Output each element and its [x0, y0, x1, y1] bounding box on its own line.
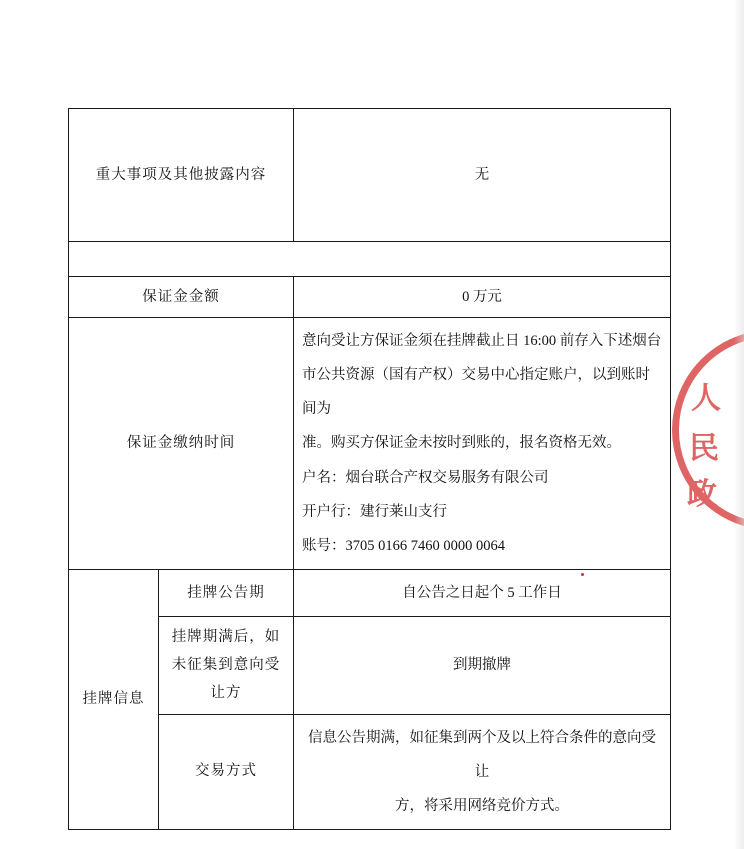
seal-char-3: 政: [687, 478, 719, 511]
deposit-time-label: 保证金缴纳时间: [69, 318, 294, 569]
disclosure-table: [68, 108, 671, 830]
trade-method-line-1: 信息公告期满，如征集到两个及以上符合条件的意向受让: [308, 729, 656, 780]
listing-item-label-2: 交易方式: [159, 714, 294, 829]
listing-item-value-2: [294, 714, 671, 829]
deposit-time-line-4: 户名：烟台联合产权交易服务有限公司: [302, 469, 549, 486]
seal-char-1: 人: [691, 382, 723, 415]
deposit-time-value: [294, 318, 671, 569]
deposit-time-line-3: 准。购买方保证金未按时到账的，报名资格无效。: [302, 435, 621, 452]
table-row-listing-expiry: [69, 616, 671, 714]
deposit-amount-value: 0 万元: [294, 277, 671, 318]
table-row-deposit-time: [69, 318, 671, 569]
deposit-time-line-1: 意向受让方保证金须在挂牌截止日 16:00 前存入下述烟台: [302, 333, 662, 350]
table-row-spacer: [69, 242, 671, 277]
major-matters-label: 重大事项及其他披露内容: [69, 109, 294, 242]
listing-item-value-1: 到期撤牌: [294, 616, 671, 714]
table-row-trade-method: [69, 714, 671, 829]
major-matters-value: 无: [294, 109, 671, 242]
deposit-time-line-6: 账号：3705 0166 7460 0000 0064: [302, 537, 505, 554]
listing-item-label-1: 挂牌期满后，如未征集到意向受让方: [159, 616, 294, 714]
deposit-time-line-2: 市公共资源（国有产权）交易中心指定账户，以到账时间为: [302, 367, 650, 418]
listing-info-label: 挂牌信息: [69, 569, 159, 829]
listing-item-value-0: 自公告之日起个 5 工作日: [294, 569, 671, 616]
spacer-cell: [69, 242, 671, 277]
table-row-listing-announcement: [69, 569, 671, 616]
table-row-major-matters: [69, 109, 671, 242]
table-row-deposit-amount: [69, 277, 671, 318]
deposit-amount-label: 保证金金额: [69, 277, 294, 318]
trade-method-line-2: 方，将采用网络竞价方式。: [395, 797, 569, 814]
scan-edge-shadow: [734, 0, 744, 849]
deposit-time-line-5: 开户行：建行莱山支行: [302, 503, 447, 520]
listing-item-label-0: 挂牌公告期: [159, 569, 294, 616]
ink-speck: [581, 573, 584, 576]
seal-char-2: 民: [689, 432, 721, 465]
